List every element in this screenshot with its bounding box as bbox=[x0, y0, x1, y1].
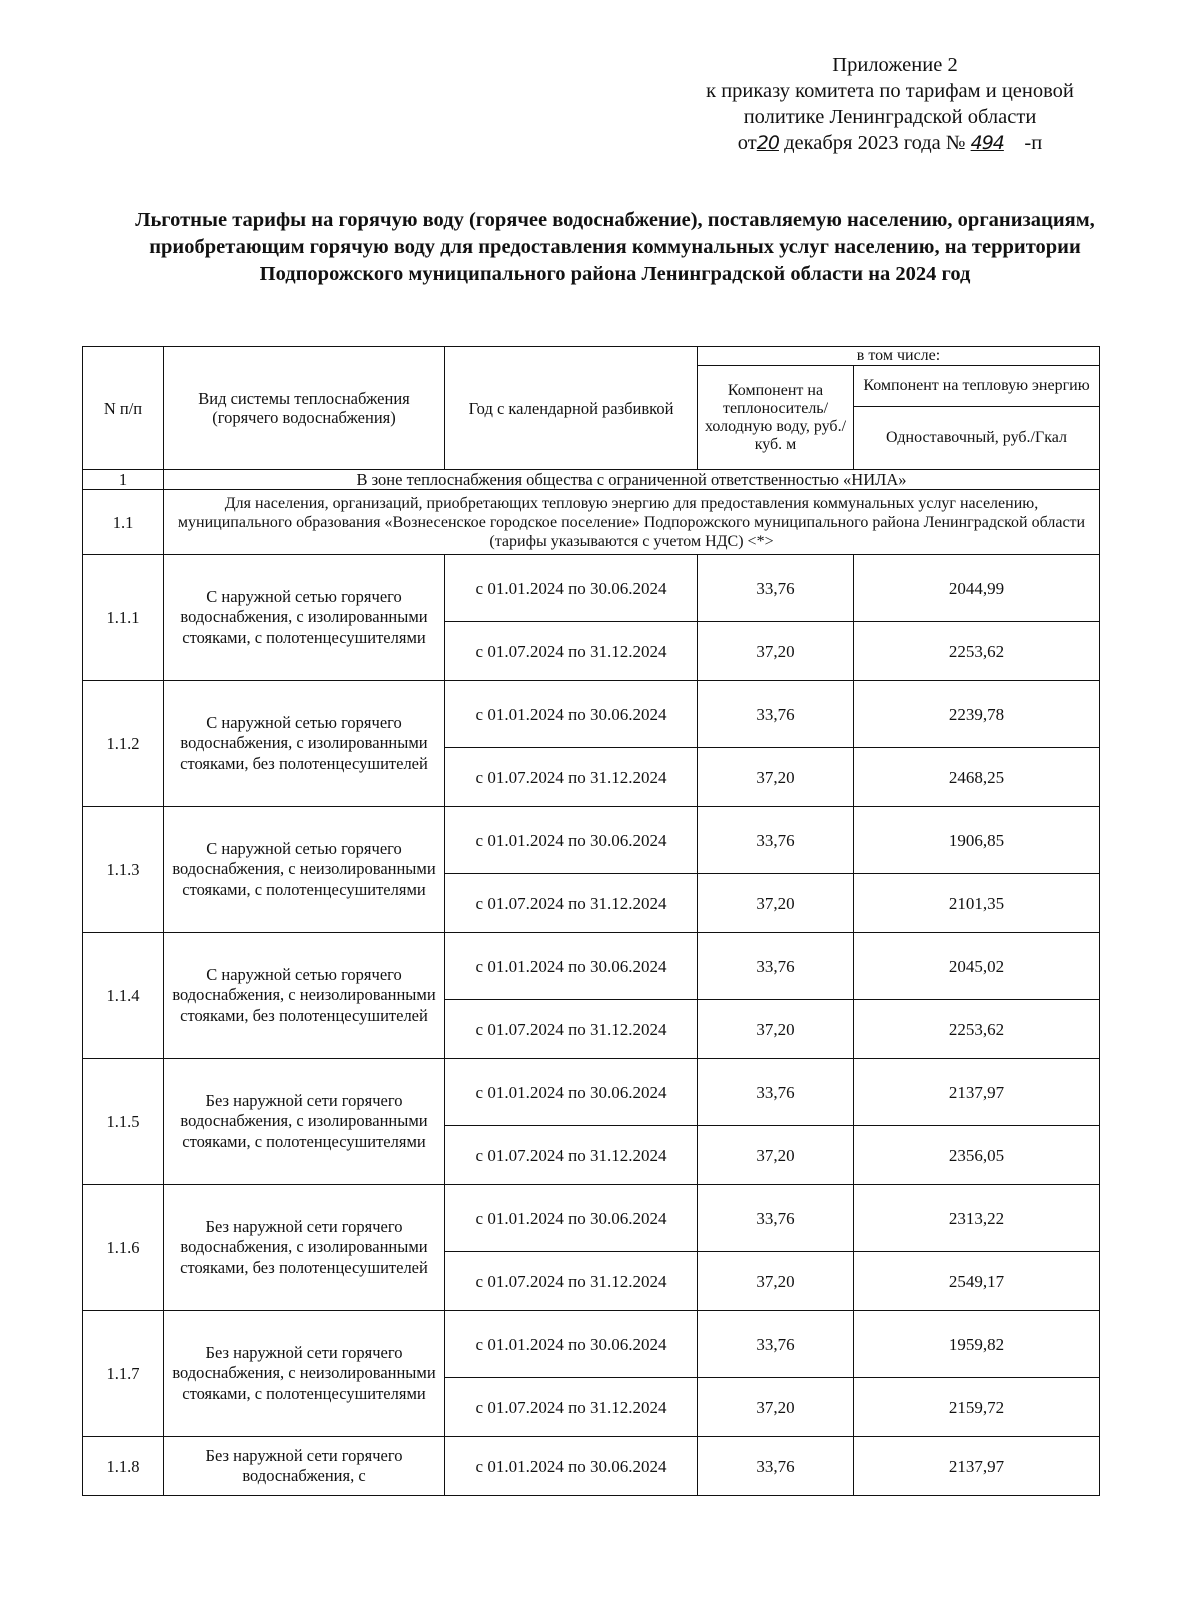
section-row bbox=[83, 470, 1100, 490]
row-period: с 01.01.2024 по 30.06.2024 bbox=[445, 1059, 698, 1126]
row-heat-value: 2137,97 bbox=[854, 1059, 1100, 1126]
row-carrier-value: 37,20 bbox=[698, 1378, 854, 1437]
row-carrier-value: 33,76 bbox=[698, 1437, 854, 1496]
row-heat-value: 2549,17 bbox=[854, 1252, 1100, 1311]
number-suffix: -п bbox=[1024, 132, 1043, 154]
row-carrier-value: 33,76 bbox=[698, 681, 854, 748]
row-heat-value: 2313,22 bbox=[854, 1185, 1100, 1252]
subsection-text: Для населения, организаций, приобретающих тепловую энергию для предоставления коммунальных услуг населению, муниципального образования «Вознесенское городское поселение» Подпорожского муниципального района Ленинградской области (тарифы указываются с учетом НДС) <*> bbox=[164, 490, 1100, 555]
row-period: с 01.07.2024 по 31.12.2024 bbox=[445, 874, 698, 933]
table-row bbox=[83, 807, 1100, 874]
appendix-order-line: к приказу комитета по тарифам и ценовой bbox=[706, 80, 1074, 102]
row-num: 1.1.3 bbox=[83, 807, 164, 933]
table-row-last bbox=[83, 1437, 1100, 1496]
header-row-1 bbox=[83, 347, 1100, 366]
handwritten-number: 494 bbox=[970, 132, 1004, 154]
row-system-name: Без наружной сети горячего водоснабжения, с изолированными стояками, без полотенцесушителей bbox=[164, 1185, 445, 1311]
row-period: с 01.07.2024 по 31.12.2024 bbox=[445, 1000, 698, 1059]
row-carrier-value: 37,20 bbox=[698, 748, 854, 807]
row-heat-value: 2159,72 bbox=[854, 1378, 1100, 1437]
subsection-row bbox=[83, 490, 1100, 555]
handwritten-day: 20 bbox=[756, 132, 779, 154]
row-carrier-value: 33,76 bbox=[698, 1185, 854, 1252]
appendix-title: Приложение 2 bbox=[832, 54, 958, 76]
row-carrier-value: 33,76 bbox=[698, 1059, 854, 1126]
row-num: 1.1.5 bbox=[83, 1059, 164, 1185]
row-heat-value: 1906,85 bbox=[854, 807, 1100, 874]
row-period: с 01.01.2024 по 30.06.2024 bbox=[445, 1311, 698, 1378]
tariff-table bbox=[82, 346, 1100, 1496]
row-carrier-value: 37,20 bbox=[698, 874, 854, 933]
table-row bbox=[83, 1311, 1100, 1378]
appendix-block bbox=[660, 52, 1120, 156]
row-carrier-value: 33,76 bbox=[698, 1311, 854, 1378]
table-row bbox=[83, 555, 1100, 622]
row-carrier-value: 37,20 bbox=[698, 1252, 854, 1311]
appendix-date-line bbox=[660, 130, 1120, 156]
row-period: с 01.07.2024 по 31.12.2024 bbox=[445, 1378, 698, 1437]
row-system-name: С наружной сетью горячего водоснабжения, с изолированными стояками, с полотенцесушителями bbox=[164, 555, 445, 681]
row-system-name: С наружной сетью горячего водоснабжения, с неизолированными стояками, без полотенцесушителей bbox=[164, 933, 445, 1059]
row-heat-value: 2253,62 bbox=[854, 1000, 1100, 1059]
row-num: 1.1.4 bbox=[83, 933, 164, 1059]
row-period: с 01.01.2024 по 30.06.2024 bbox=[445, 555, 698, 622]
header-year: Год с календарной разбивкой bbox=[445, 347, 698, 470]
row-carrier-value: 33,76 bbox=[698, 933, 854, 1000]
row-system-name: Без наружной сети горячего водоснабжения, с неизолированными стояками, с полотенцесушителями bbox=[164, 1311, 445, 1437]
row-heat-value: 2137,97 bbox=[854, 1437, 1100, 1496]
row-period: с 01.07.2024 по 31.12.2024 bbox=[445, 1126, 698, 1185]
header-carrier: Компонент на теплоноситель/ холодную воду, руб./куб. м bbox=[698, 366, 854, 470]
date-middle: декабря 2023 года № bbox=[784, 132, 966, 154]
section-title: В зоне теплоснабжения общества с ограниченной ответственностью «НИЛА» bbox=[164, 470, 1100, 490]
row-period: с 01.01.2024 по 30.06.2024 bbox=[445, 681, 698, 748]
row-num: 1.1.2 bbox=[83, 681, 164, 807]
row-period: с 01.07.2024 по 31.12.2024 bbox=[445, 1252, 698, 1311]
row-num: 1.1.6 bbox=[83, 1185, 164, 1311]
header-heat-rate: Одноставочный, руб./Гкал bbox=[854, 407, 1100, 470]
table-row bbox=[83, 1185, 1100, 1252]
row-heat-value: 2101,35 bbox=[854, 874, 1100, 933]
tariff-rows bbox=[83, 555, 1100, 1437]
row-heat-value: 2253,62 bbox=[854, 622, 1100, 681]
header-heat: Компонент на тепловую энергию bbox=[854, 366, 1100, 407]
row-period: с 01.01.2024 по 30.06.2024 bbox=[445, 807, 698, 874]
row-system-name: Без наружной сети горячего водоснабжения, с изолированными стояками, с полотенцесушителями bbox=[164, 1059, 445, 1185]
table-row bbox=[83, 1059, 1100, 1126]
row-system-name: Без наружной сети горячего водоснабжения, с bbox=[164, 1437, 445, 1496]
row-system-name: С наружной сетью горячего водоснабжения, с неизолированными стояками, с полотенцесушителями bbox=[164, 807, 445, 933]
row-period: с 01.07.2024 по 31.12.2024 bbox=[445, 622, 698, 681]
header-system: Вид системы теплоснабжения (горячего водоснабжения) bbox=[164, 347, 445, 470]
row-num: 1.1.7 bbox=[83, 1311, 164, 1437]
appendix-committee-line: политике Ленинградской области bbox=[743, 106, 1037, 128]
section-num: 1 bbox=[83, 470, 164, 490]
row-heat-value: 2044,99 bbox=[854, 555, 1100, 622]
table-row bbox=[83, 681, 1100, 748]
row-heat-value: 1959,82 bbox=[854, 1311, 1100, 1378]
row-period: с 01.01.2024 по 30.06.2024 bbox=[445, 933, 698, 1000]
row-heat-value: 2045,02 bbox=[854, 933, 1100, 1000]
subsection-num: 1.1 bbox=[83, 490, 164, 555]
row-carrier-value: 33,76 bbox=[698, 555, 854, 622]
row-heat-value: 2468,25 bbox=[854, 748, 1100, 807]
table-row bbox=[83, 933, 1100, 1000]
row-period: с 01.01.2024 по 30.06.2024 bbox=[445, 1185, 698, 1252]
header-num: N п/п bbox=[83, 347, 164, 470]
row-period: с 01.01.2024 по 30.06.2024 bbox=[445, 1437, 698, 1496]
document-title: Льготные тарифы на горячую воду (горячее водоснабжение), поставляемую населению, организациям, приобретающим горячую воду для предоставления коммунальных услуг населению, на территории Подпорожского муниципального района Ленинградской области на 2024 год bbox=[135, 209, 1095, 285]
row-period: с 01.07.2024 по 31.12.2024 bbox=[445, 748, 698, 807]
row-carrier-value: 37,20 bbox=[698, 1000, 854, 1059]
row-heat-value: 2356,05 bbox=[854, 1126, 1100, 1185]
row-num: 1.1.8 bbox=[83, 1437, 164, 1496]
row-carrier-value: 37,20 bbox=[698, 1126, 854, 1185]
row-carrier-value: 33,76 bbox=[698, 807, 854, 874]
date-prefix: от bbox=[737, 132, 757, 154]
header-including: в том числе: bbox=[698, 347, 1100, 366]
row-carrier-value: 37,20 bbox=[698, 622, 854, 681]
row-heat-value: 2239,78 bbox=[854, 681, 1100, 748]
row-num: 1.1.1 bbox=[83, 555, 164, 681]
row-system-name: С наружной сетью горячего водоснабжения, с изолированными стояками, без полотенцесушителей bbox=[164, 681, 445, 807]
